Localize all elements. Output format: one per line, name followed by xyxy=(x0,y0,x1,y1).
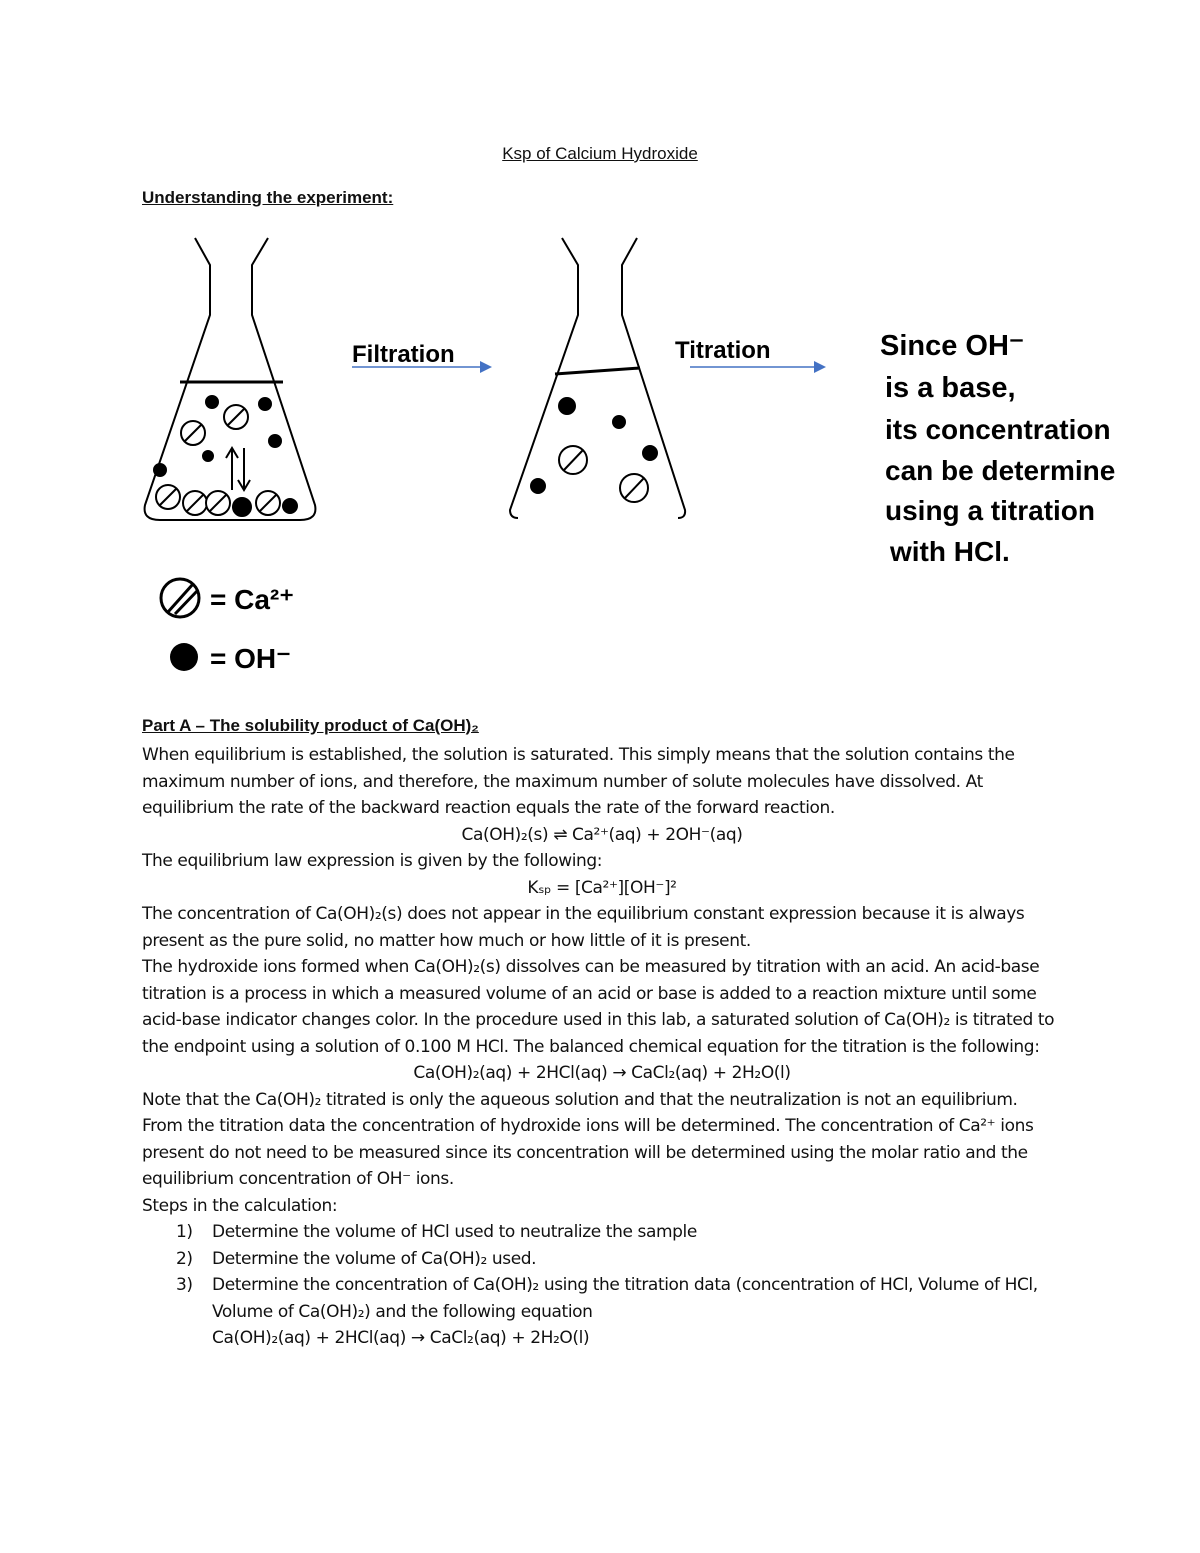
note-line-6: with HCl. xyxy=(890,536,1010,567)
flask-before-filtration-icon xyxy=(145,238,316,520)
note-line-1: Since OH⁻ xyxy=(880,330,1025,362)
part-a-body xyxy=(142,742,1062,1352)
note-line-2: is a base, xyxy=(885,372,1016,404)
flask2-ions xyxy=(531,398,657,502)
equation-neutralization: Ca(OH)₂(aq) + 2HCl(aq) → CaCl₂(aq) + 2H₂O(l) xyxy=(413,1063,791,1083)
titration-arrow xyxy=(675,337,826,373)
steps-intro: Steps in the calculation: xyxy=(142,1195,338,1216)
part-a-heading: Part A – The solubility product of Ca(OH)₂ xyxy=(142,716,479,735)
list-item: 1) Determine the volume of HCl used to neutralize the sample xyxy=(176,1222,697,1242)
equation-dissolution: Ca(OH)₂(s) ⇌ Ca²⁺(aq) + 2OH⁻(aq) xyxy=(461,824,743,845)
paragraph-equilibrium: When equilibrium is established, the solution is saturated. This simply means that the solution contains the maximum number of ions, and therefore, the maximum number of solute molecules have dissolved. At equilibrium the rate of the backward reaction equals the rate of the forward reaction. xyxy=(142,745,1015,818)
handwritten-note xyxy=(880,330,1115,567)
filtration-arrow xyxy=(352,341,492,373)
paragraph-titration: The hydroxide ions formed when Ca(OH)₂(s) dissolves can be measured by titration with an acid. An acid-base titration is a process in which a measured volume of an acid or base is added to a reaction mixture until some acid-base indicator changes color. In the procedure used in this lab, a saturated solution of Ca(OH)₂ is titrated to the endpoint using a solution of 0.100 M HCl. The balanced chemical equation for the titration is the following: xyxy=(142,957,1055,1057)
legend-calcium-label: = Ca²⁺ xyxy=(210,584,295,615)
paragraph-solid: The concentration of Ca(OH)₂(s) does not appear in the equilibrium constant expression because it is always present as the pure solid, no matter how much or how little of it is present. xyxy=(142,904,1025,951)
paragraph-note: Note that the Ca(OH)₂ titrated is only the aqueous solution and that the neutralization is not an equilibrium. From the titration data the concentration of hydroxide ions will be determined. The concentration of Ca²⁺ ions present do not need to be measured since its concentration will be determined using the molar ratio and the equilibrium concentration of OH⁻ ions. xyxy=(142,1089,1034,1189)
hydroxide-ion-symbol-icon xyxy=(170,643,198,671)
flask-after-filtration-icon xyxy=(510,238,685,518)
note-line-4: can be determine xyxy=(885,455,1116,486)
ion-legend xyxy=(161,579,294,674)
list-item: 3) Determine the concentration of Ca(OH)₂ using the titration data (concentration of HCl, Volume of HCl, Volume of Ca(OH)₂) and the following equation xyxy=(176,1275,1038,1322)
list-item: 2) Determine the volume of Ca(OH)₂ used. xyxy=(176,1248,537,1269)
calcium-ion-symbol-icon xyxy=(161,579,199,617)
note-line-3: its concentration xyxy=(885,414,1111,445)
equation-ksp: Kₛₚ = [Ca²⁺][OH⁻]² xyxy=(527,877,677,898)
paragraph-law-intro: The equilibrium law expression is given by the following: xyxy=(142,851,603,871)
legend-hydroxide-label: = OH⁻ xyxy=(210,643,291,674)
titration-label: Titration xyxy=(675,337,771,364)
steps-list xyxy=(142,1219,1062,1352)
section-heading-understanding: Understanding the experiment: xyxy=(142,188,394,207)
filtration-label: Filtration xyxy=(352,341,455,368)
experiment-figure xyxy=(0,220,1200,700)
note-line-5: using a titration xyxy=(885,495,1095,526)
step3-equation: Ca(OH)₂(aq) + 2HCl(aq) → CaCl₂(aq) + 2H₂O(l) xyxy=(212,1328,590,1348)
page-title: Ksp of Calcium Hydroxide xyxy=(502,144,698,163)
